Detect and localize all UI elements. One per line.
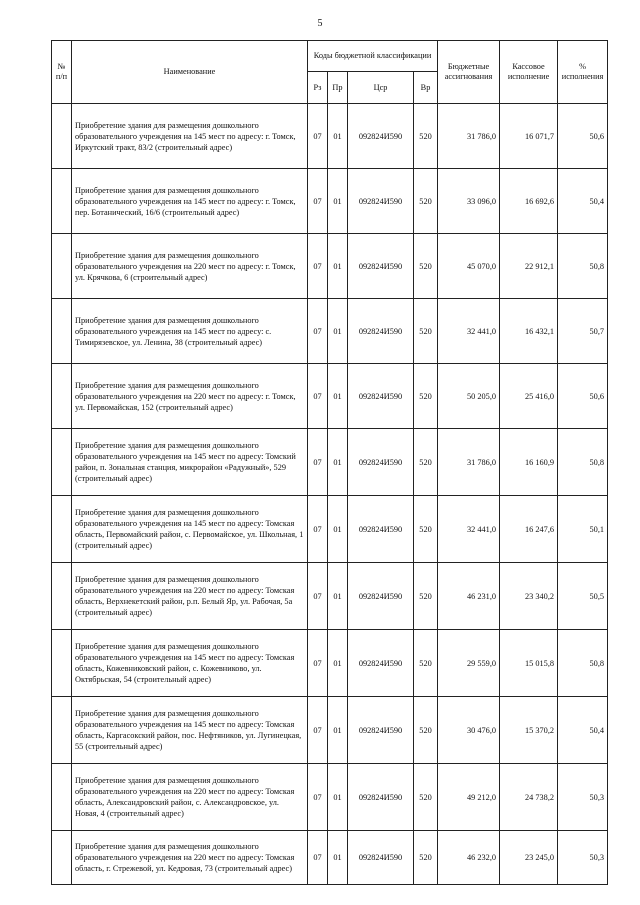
- row-csr: 092824И590: [348, 104, 414, 169]
- row-pr: 01: [328, 496, 348, 563]
- row-percent: 50,5: [558, 563, 608, 630]
- row-allocations: 45 070,0: [438, 234, 500, 299]
- row-pr: 01: [328, 299, 348, 364]
- row-pr: 01: [328, 563, 348, 630]
- table-row: [52, 496, 608, 563]
- row-name: Приобретение здания для размещения дошкольного образовательного учреждения на 220 мест по адресу: Томская область, г. Стрежевой, ул. Кедровая, 73 (строительный адрес): [72, 831, 308, 885]
- row-name: Приобретение здания для размещения дошкольного образовательного учреждения на 220 мест по адресу: г. Томск, ул. Первомайская, 152 (строительный адрес): [72, 364, 308, 429]
- row-vr: 520: [414, 234, 438, 299]
- row-percent: 50,6: [558, 104, 608, 169]
- row-pr: 01: [328, 169, 348, 234]
- row-rz: 07: [308, 299, 328, 364]
- row-cash: 16 160,9: [500, 429, 558, 496]
- row-allocations: 31 786,0: [438, 104, 500, 169]
- row-number: [52, 104, 72, 169]
- row-cash: 16 071,7: [500, 104, 558, 169]
- row-rz: 07: [308, 364, 328, 429]
- row-number: [52, 429, 72, 496]
- row-allocations: 32 441,0: [438, 299, 500, 364]
- row-allocations: 31 786,0: [438, 429, 500, 496]
- row-pr: 01: [328, 364, 348, 429]
- row-number: [52, 764, 72, 831]
- row-vr: 520: [414, 697, 438, 764]
- row-name: Приобретение здания для размещения дошкольного образовательного учреждения на 145 мест по адресу: Томская область, Первомайский район, с. Первомайское, ул. Школьная, 1 (строительный адрес): [72, 496, 308, 563]
- row-name: Приобретение здания для размещения дошкольного образовательного учреждения на 145 мест по адресу: Томская область, Кожевниковский район, с. Кожевниково, ул. Октябрьская, 54 (строительный адрес): [72, 630, 308, 697]
- header-csr: Цср: [348, 72, 414, 104]
- row-rz: 07: [308, 630, 328, 697]
- table-row: [52, 764, 608, 831]
- row-allocations: 46 231,0: [438, 563, 500, 630]
- row-csr: 092824И590: [348, 299, 414, 364]
- row-vr: 520: [414, 429, 438, 496]
- row-allocations: 30 476,0: [438, 697, 500, 764]
- row-cash: 16 247,6: [500, 496, 558, 563]
- row-cash: 23 245,0: [500, 831, 558, 885]
- header-num: № п/п: [52, 41, 72, 104]
- row-number: [52, 234, 72, 299]
- row-number: [52, 364, 72, 429]
- row-vr: 520: [414, 764, 438, 831]
- table-row: [52, 429, 608, 496]
- row-name: Приобретение здания для размещения дошкольного образовательного учреждения на 220 мест по адресу: г. Томск, ул. Крячкова, 6 (строительный адрес): [72, 234, 308, 299]
- row-number: [52, 697, 72, 764]
- row-rz: 07: [308, 104, 328, 169]
- row-rz: 07: [308, 169, 328, 234]
- row-rz: 07: [308, 697, 328, 764]
- row-cash: 16 692,6: [500, 169, 558, 234]
- row-percent: 50,7: [558, 299, 608, 364]
- row-vr: 520: [414, 364, 438, 429]
- header-name: Наименование: [72, 41, 308, 104]
- row-rz: 07: [308, 764, 328, 831]
- header-codes: Коды бюджетной классификации: [308, 41, 438, 72]
- row-csr: 092824И590: [348, 429, 414, 496]
- row-csr: 092824И590: [348, 364, 414, 429]
- row-number: [52, 496, 72, 563]
- row-percent: 50,6: [558, 364, 608, 429]
- row-vr: 520: [414, 831, 438, 885]
- row-name: Приобретение здания для размещения дошкольного образовательного учреждения на 145 мест по адресу: г. Томск, пер. Ботанический, 16/6 (строительный адрес): [72, 169, 308, 234]
- header-rz: Рз: [308, 72, 328, 104]
- table-row: [52, 364, 608, 429]
- row-name: Приобретение здания для размещения дошкольного образовательного учреждения на 220 мест по адресу: Томская область, Верхнекетский район, р.п. Белый Яр, ул. Рабочая, 5а (строительный адрес): [72, 563, 308, 630]
- row-number: [52, 630, 72, 697]
- row-cash: 23 340,2: [500, 563, 558, 630]
- table-row: [52, 234, 608, 299]
- page-number: 5: [317, 18, 323, 29]
- row-percent: 50,4: [558, 697, 608, 764]
- row-percent: 50,1: [558, 496, 608, 563]
- row-vr: 520: [414, 630, 438, 697]
- table-row: [52, 630, 608, 697]
- row-rz: 07: [308, 234, 328, 299]
- row-csr: 092824И590: [348, 169, 414, 234]
- row-percent: 50,8: [558, 234, 608, 299]
- row-cash: 22 912,1: [500, 234, 558, 299]
- row-name: Приобретение здания для размещения дошкольного образовательного учреждения на 145 мест по адресу: г. Томск, Иркутский тракт, 83/2 (строительный адрес): [72, 104, 308, 169]
- row-csr: 092824И590: [348, 630, 414, 697]
- row-vr: 520: [414, 299, 438, 364]
- row-number: [52, 169, 72, 234]
- row-name: Приобретение здания для размещения дошкольного образовательного учреждения на 220 мест по адресу: Томская область, Александровский район, с. Александровское, ул. Новая, 4 (строительный адрес): [72, 764, 308, 831]
- row-csr: 092824И590: [348, 831, 414, 885]
- row-percent: 50,8: [558, 630, 608, 697]
- row-number: [52, 831, 72, 885]
- budget-execution-table: [51, 40, 608, 885]
- header-cash: Кассовое исполнение: [500, 41, 558, 104]
- row-vr: 520: [414, 104, 438, 169]
- row-percent: 50,4: [558, 169, 608, 234]
- row-pr: 01: [328, 104, 348, 169]
- row-allocations: 29 559,0: [438, 630, 500, 697]
- row-rz: 07: [308, 831, 328, 885]
- row-percent: 50,8: [558, 429, 608, 496]
- table-row: [52, 104, 608, 169]
- row-cash: 25 416,0: [500, 364, 558, 429]
- row-percent: 50,3: [558, 831, 608, 885]
- row-allocations: 49 212,0: [438, 764, 500, 831]
- row-name: Приобретение здания для размещения дошкольного образовательного учреждения на 145 мест по адресу: Томский район, п. Зональная станция, микрорайон «Радужный», 529 (строительный адрес): [72, 429, 308, 496]
- row-csr: 092824И590: [348, 234, 414, 299]
- row-percent: 50,3: [558, 764, 608, 831]
- row-csr: 092824И590: [348, 697, 414, 764]
- header-percent: % исполнения: [558, 41, 608, 104]
- row-csr: 092824И590: [348, 764, 414, 831]
- table-row: [52, 697, 608, 764]
- row-allocations: 50 205,0: [438, 364, 500, 429]
- row-csr: 092824И590: [348, 563, 414, 630]
- row-cash: 15 015,8: [500, 630, 558, 697]
- row-rz: 07: [308, 496, 328, 563]
- row-allocations: 33 096,0: [438, 169, 500, 234]
- row-rz: 07: [308, 563, 328, 630]
- row-pr: 01: [328, 429, 348, 496]
- table-row: [52, 299, 608, 364]
- row-number: [52, 299, 72, 364]
- row-pr: 01: [328, 697, 348, 764]
- row-pr: 01: [328, 764, 348, 831]
- row-number: [52, 563, 72, 630]
- row-cash: 24 738,2: [500, 764, 558, 831]
- row-cash: 16 432,1: [500, 299, 558, 364]
- table-body: [52, 104, 608, 885]
- row-csr: 092824И590: [348, 496, 414, 563]
- row-allocations: 32 441,0: [438, 496, 500, 563]
- row-name: Приобретение здания для размещения дошкольного образовательного учреждения на 145 мест по адресу: с. Тимирязевское, ул. Ленина, 38 (строительный адрес): [72, 299, 308, 364]
- row-vr: 520: [414, 169, 438, 234]
- table-row: [52, 831, 608, 885]
- row-pr: 01: [328, 831, 348, 885]
- table-row: [52, 169, 608, 234]
- header-pr: Пр: [328, 72, 348, 104]
- header-vr: Вр: [414, 72, 438, 104]
- row-allocations: 46 232,0: [438, 831, 500, 885]
- row-pr: 01: [328, 234, 348, 299]
- row-cash: 15 370,2: [500, 697, 558, 764]
- row-pr: 01: [328, 630, 348, 697]
- row-rz: 07: [308, 429, 328, 496]
- row-name: Приобретение здания для размещения дошкольного образовательного учреждения на 145 мест по адресу: Томская область, Каргасокский район, пос. Нефтяников, ул. Лугинецкая, 55 (строительный адрес): [72, 697, 308, 764]
- table-row: [52, 563, 608, 630]
- header-allocations: Бюджетные ассигнования: [438, 41, 500, 104]
- row-vr: 520: [414, 496, 438, 563]
- row-vr: 520: [414, 563, 438, 630]
